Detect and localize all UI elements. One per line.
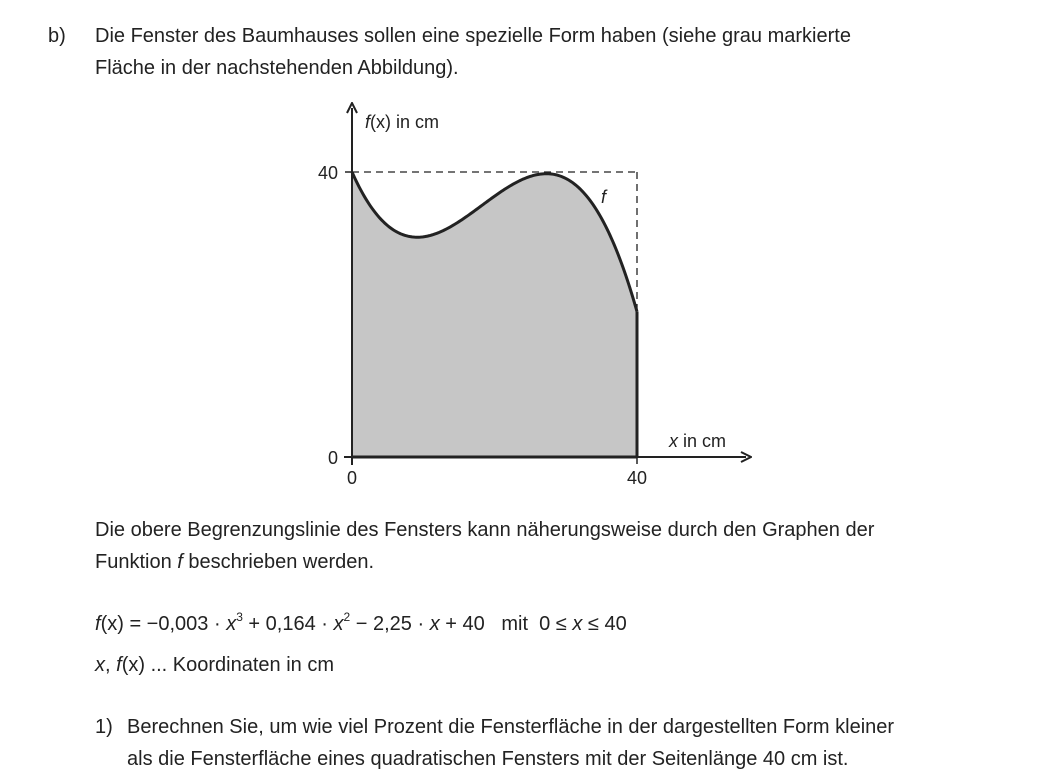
y-axis-title-unit: in cm bbox=[396, 112, 440, 132]
formula-f: f bbox=[95, 613, 101, 635]
x-tick-label-0: 0 bbox=[346, 468, 358, 488]
coords-f: f bbox=[116, 654, 122, 676]
task-label: b) bbox=[48, 25, 66, 47]
description-suffix: beschrieben werden. bbox=[182, 551, 375, 573]
formula-exp-2: 2 bbox=[343, 610, 351, 624]
formula-part-1: = −0,003 · bbox=[123, 613, 227, 635]
formula-arg: (x) bbox=[100, 613, 124, 635]
formula-part-5: ≤ 40 bbox=[582, 613, 627, 635]
formula-part-2: + 0,164 · bbox=[242, 613, 334, 635]
description-line-2 bbox=[95, 546, 374, 578]
formula-exp-3: 3 bbox=[236, 610, 243, 624]
question-line-1: Berechnen Sie, um wie viel Prozent die Fensterfläche in der dargestellten Form kleiner bbox=[127, 716, 895, 738]
coords-rest: ... Koordinaten in cm bbox=[145, 654, 334, 676]
question-line-2: als die Fensterfläche eines quadratischen Fensters mit der Seitenlänge 40 cm ist. bbox=[127, 748, 849, 770]
formula-x-4: x bbox=[572, 613, 583, 635]
intro-line-2: Fläche in der nachstehenden Abbildung). bbox=[95, 57, 459, 79]
x-axis-title-x: x bbox=[669, 431, 678, 451]
formula-part-4: + 40 mit 0 ≤ bbox=[439, 613, 573, 635]
coords-sep: , bbox=[105, 654, 117, 676]
window-area-fill bbox=[352, 172, 637, 457]
coordinates-note bbox=[95, 649, 334, 681]
function-formula bbox=[95, 608, 627, 640]
description-f: f bbox=[177, 551, 183, 573]
y-axis-title bbox=[365, 112, 439, 132]
description-line-1: Die obere Begrenzungslinie des Fensters kann näherungsweise durch den Graphen der bbox=[95, 519, 875, 541]
y-axis-title-arg: (x) bbox=[370, 112, 392, 132]
question-number: 1) bbox=[95, 716, 113, 738]
formula-x-3: x bbox=[429, 613, 440, 635]
coords-farg: (x) bbox=[121, 654, 146, 676]
x-axis-title bbox=[668, 431, 726, 451]
y-axis-title-f: f bbox=[365, 112, 371, 132]
coords-x: x bbox=[95, 654, 105, 676]
intro-line-1: Die Fenster des Baumhauses sollen eine spezielle Form haben (siehe grau markierte bbox=[95, 25, 851, 47]
formula-x-2: x bbox=[333, 613, 344, 635]
description-prefix: Funktion bbox=[95, 551, 178, 573]
y-tick-label-0: 0 bbox=[327, 448, 338, 468]
x-axis-title-unit: in cm bbox=[683, 431, 727, 451]
formula-x-1: x bbox=[226, 613, 237, 635]
y-tick-label-40: 40 bbox=[317, 163, 338, 183]
x-tick-label-40: 40 bbox=[626, 468, 648, 488]
curve-label-f: f bbox=[601, 187, 607, 207]
formula-part-3: − 2,25 · bbox=[350, 613, 430, 635]
